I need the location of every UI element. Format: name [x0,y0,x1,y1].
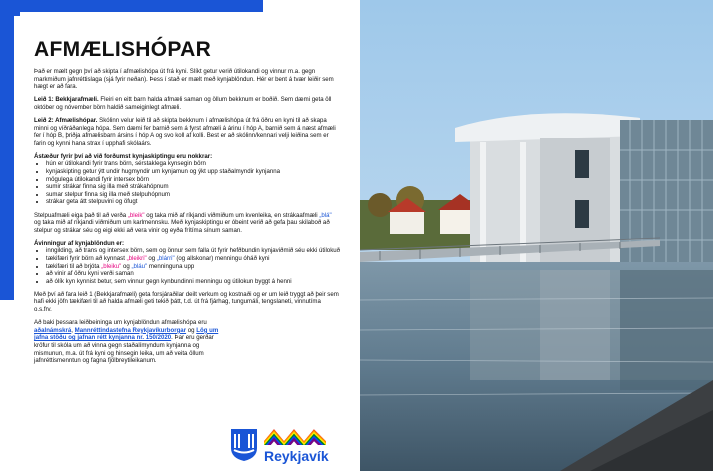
reykjavik-logo [230,426,330,470]
option-1-text: Fleiri en eitt barn halda afmæli saman og öllum bekknum er boðið. Sem dæmi geta öll október og nóvember börn haldið sameiginlegt afmæli. [34,96,332,111]
equality-law-link[interactable]: Lög um jafna stöðu og jafnan rétt kynjanna nr. 150/2020 [34,326,219,342]
benefits-list [34,247,340,285]
closing-paragraph: Með því að fara leið 1 (Bekkjarafmæli) geta forsjáraðilar deilt verkum og kostnaði og er um leið tryggt að þeir sem hafi ekki jöfn tækifæri til að halda afmæli geti tekið þátt, t.d. út frá fjárhag, tungumáli, tengslaneti, vinnutíma o.s.frv. [34,290,339,314]
city-hall-photo [360,0,713,471]
sources-paragraph: Að baki þessara leiðbeininga um kynjablöndun afmælishópa eru aðalnámskrá, Mannréttindastefna Reykjavíkurborgar og Lög um jafna stöðu og jafnan rétt kynjanna nr. 150/2020. Þar eru gerðar kröfur til skóla um að vinna gegn staðalímyndum kynjanna og mismunun, m.a. út frá kyni og hinsegin leika, um að veita öllum jafnréttismenntun og fagna fjölbreytileikanum. [34,319,219,365]
blue-word: „blá" [319,211,332,219]
list-item: • sumar stelpur finna sig illa með stelpuhópnum [46,191,340,199]
blue-word: „blárri" [156,254,175,262]
list-item: • inngilding, að trans og intersex börn, sem og önnur sem falla út fyrir hefðbundin kynjaviðmið séu ekki útilokuð [46,247,340,255]
rainbow-icon [264,429,326,445]
list-item: • tækifæri fyrir börn að kynnast „bleikri" og „blárri" (og allskonar) menningu óháð kyni [46,255,340,263]
reykjavik-crest-icon [230,428,258,462]
list-item: • sumir strákar finna sig illa með strákahópnum [46,183,340,191]
list-item: • að vinir af öðru kyni verði saman [46,270,340,278]
page-title: AFMÆLISHÓPAR [34,38,212,61]
benefits-heading: Ávinningur af kynjablöndun er: [34,239,125,247]
list-item: • að ólík kyn kynnist betur, sem vinnur gegn kynbundinni menningu og útilokun byggt á henni [46,278,340,286]
option-1-label: Leið 1: Bekkjarafmæli. [34,96,99,104]
flyer-body [34,68,340,365]
curriculum-link[interactable]: aðalnámskrá [34,326,72,334]
list-item: • hún er útilokandi fyrir trans börn, sérstaklega kynsegin börn [46,160,340,168]
list-item: • kynjaskipting getur ýtt undir hugmyndir um kynjamun og ýkt upp staðalmyndir kynjanna [46,168,340,176]
option-1-paragraph [34,96,340,111]
intro-paragraph: Það er mælt gegn því að skipta í afmælishópa út frá kyni. Slíkt getur verið útilokandi og vinnur m.a. gegn markmiðum jafnréttislaga (sjá fyrir neðan). Þess í stað er mælt með kynjablöndun. Hér er bent á tvær leiðir sem hægt er að fara. [34,68,334,91]
pink-word: „bleiku" [101,262,122,270]
blue-word: „bláu" [131,262,148,270]
city-hall-photo-icon [360,0,713,471]
human-rights-policy-link[interactable]: Mannréttindastefna Reykjavíkurborgar [74,326,187,334]
reasons-heading: Ástæður fyrir því að við forðumst kynjaskiptingu eru nokkrar: [34,152,213,160]
blue-accent-side [0,0,14,300]
list-item: • mögulega útilokandi fyrir intersex börn [46,176,340,184]
option-2-label: Leið 2: Afmælishópar. [34,116,98,124]
pink-word: „bleik" [127,211,145,219]
party-paragraph: Stelpuafmæli eiga það til að verða „bleik" og taka mið af ríkjandi viðmiðum um kvenleika, en strákaafmæli „blá" og taka mið af ríkjandi viðmiðum um karlmennsku. Með kynjaskiptingu er óbeint verið að gefa þau skilaboð að stelpur og strákar séu og eigi ekki að vera vinir og eyða frítíma sínum saman. [34,211,332,234]
logo-text: Reykjavík [264,448,329,464]
list-item: • strákar geta átt stelpuvini og öfugt [46,198,340,206]
option-2-paragraph [34,117,340,147]
pink-word: „bleikri" [126,254,147,262]
option-2-text: Skólinn velur leið til að skipta bekknum í afmælishópa út frá öðru en kyni til að skapa minni og víðráðanlega hópa. Sem dæmi fer barnið sem á fyrst afmæli á árinu í hóp A, barnið sem á næst afmæli fer í hóp B, þriðja afmælisbarn ársins í hóp A og svo koll af kolli. Best er að skólinn/kennari velji leiðina sem er farin og kynni hana strax í upphafi skólaárs. [34,116,336,147]
list-item: • tækifæri til að brjóta „bleiku" og „bláu" menninguna upp [46,263,340,271]
reasons-list [34,160,340,206]
flyer-document [20,12,344,471]
